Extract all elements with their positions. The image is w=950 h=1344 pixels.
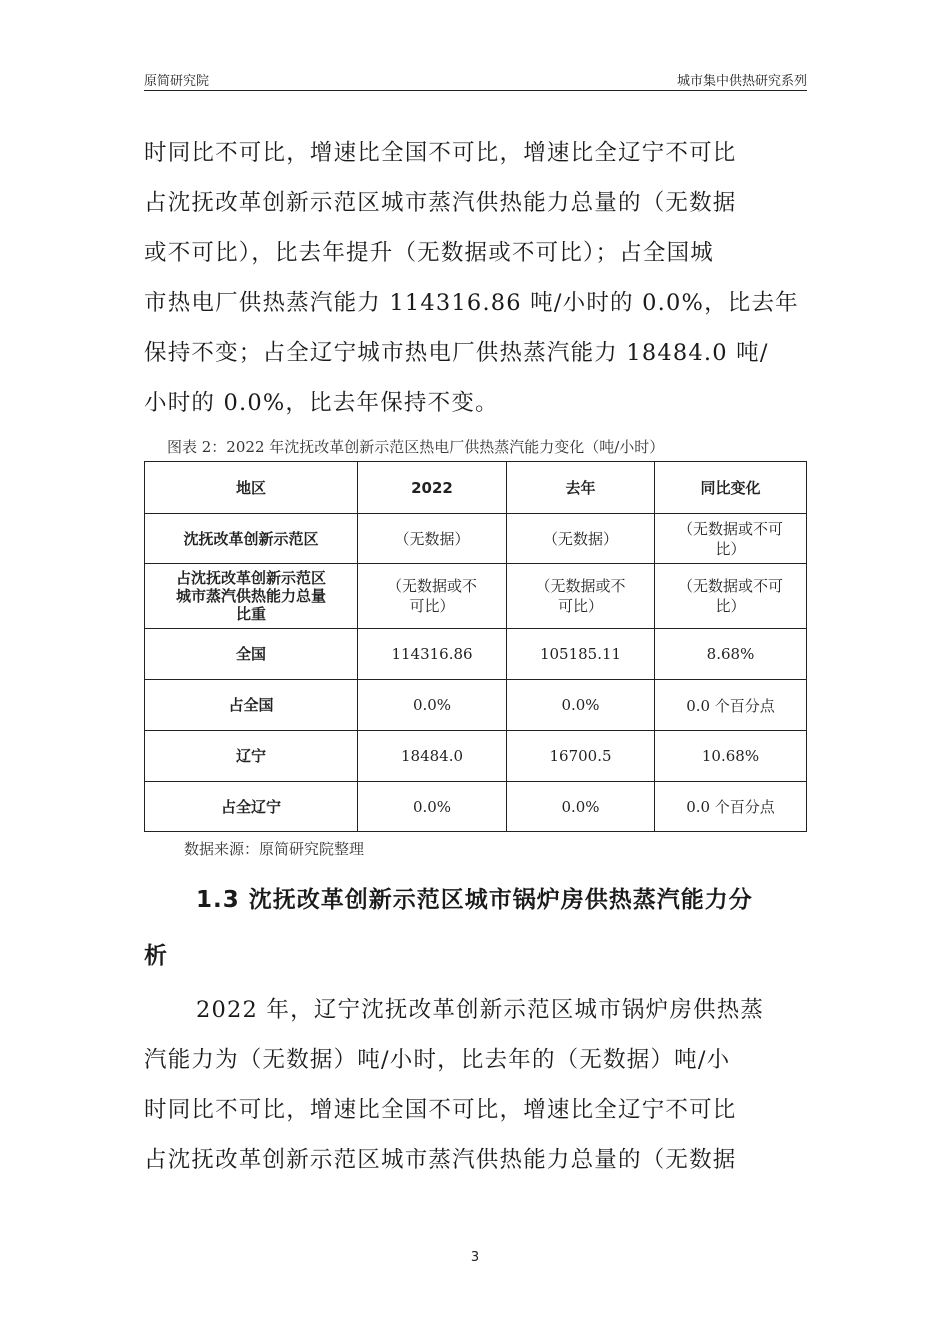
paragraph-line: 占沈抚改革创新示范区城市蒸汽供热能力总量的（无数据 [144,1147,737,1173]
table-cell: 0.0 个百分点 [655,680,807,731]
table-cell: 16700.5 [507,731,655,782]
table-cell: 0.0% [507,680,655,731]
column-header-yoy-change: 同比变化 [655,462,807,514]
paragraph-line: 2022 年，辽宁沈抚改革创新示范区城市锅炉房供热蒸 [196,997,765,1023]
column-header-2022: 2022 [358,462,507,514]
data-table [144,461,807,832]
cell-line: （无数据或不 [535,577,626,595]
cell-line: 可比） [409,597,455,615]
row-label: 全国 [145,629,358,680]
header-org-name: 原简研究院 [144,74,210,89]
table-cell: 0.0% [358,680,507,731]
table-row [145,782,807,832]
label-line: 城市蒸汽供热能力总量 [175,587,326,605]
page-header [144,64,807,91]
paragraph-line: 时同比不可比，增速比全国不可比，增速比全辽宁不可比 [144,140,737,166]
label-line: 比重 [235,605,266,623]
table-cell: （无数据） [358,514,507,564]
table-source-note: 数据来源：原简研究院整理 [184,840,365,858]
paragraph-line: 或不可比），比去年提升（无数据或不可比）；占全国城 [144,240,715,266]
heading-line: 1.3 沈抚改革创新示范区城市锅炉房供热蒸汽能力分 [196,887,753,913]
paragraph-line: 小时的 0.0%，比去年保持不变。 [144,390,499,416]
table-cell: 114316.86 [358,629,507,680]
cell-line: 可比） [557,597,603,615]
paragraph-line: 汽能力为（无数据）吨/小时，比去年的（无数据）吨/小 [144,1047,731,1073]
cell-line: （无数据或不可 [677,519,783,538]
column-header-last-year: 去年 [507,462,655,514]
table-cell: 0.0% [507,782,655,832]
table-row [145,629,807,680]
paragraph-line: 时同比不可比，增速比全国不可比，增速比全辽宁不可比 [144,1097,737,1123]
row-label: 沈抚改革创新示范区 [145,514,358,564]
cell-line: （无数据或不 [386,577,477,595]
body-paragraph-1 [144,128,807,428]
table-cell [655,514,807,564]
row-label: 占全国 [145,680,358,731]
table-cell [655,564,807,629]
column-header-region: 地区 [145,462,358,514]
table-header-row [145,462,807,514]
label-line: 占沈抚改革创新示范区 [175,569,326,587]
table-row [145,680,807,731]
row-label: 占全辽宁 [145,782,358,832]
row-label: 辽宁 [145,731,358,782]
cell-line: 比） [715,539,746,558]
table-cell: 105185.11 [507,629,655,680]
table-cell: 18484.0 [358,731,507,782]
paragraph-line: 市热电厂供热蒸汽能力 114316.86 吨/小时的 0.0%，比去年 [144,290,799,316]
table-cell: 0.0% [358,782,507,832]
table-row [145,731,807,782]
section-heading [144,872,807,984]
heading-line: 析 [144,943,168,969]
paragraph-line: 占沈抚改革创新示范区城市蒸汽供热能力总量的（无数据 [144,190,737,216]
cell-line: 比） [715,597,746,615]
table-cell: 8.68% [655,629,807,680]
table-row [145,514,807,564]
table-cell: 0.0 个百分点 [655,782,807,832]
table-cell: （无数据） [507,514,655,564]
cell-line: （无数据或不可 [677,577,783,595]
table-cell: 10.68% [655,731,807,782]
table-row [145,564,807,629]
body-paragraph-2 [144,985,807,1185]
table-cell [507,564,655,629]
header-series-title: 城市集中供热研究系列 [676,74,807,89]
paragraph-line: 保持不变；占全辽宁城市热电厂供热蒸汽能力 18484.0 吨/ [144,340,769,366]
table-caption: 图表 2：2022 年沈抚改革创新示范区热电厂供热蒸汽能力变化（吨/小时） [167,438,665,456]
table-cell [358,564,507,629]
row-label [145,564,358,629]
page-number: 3 [470,1250,480,1265]
